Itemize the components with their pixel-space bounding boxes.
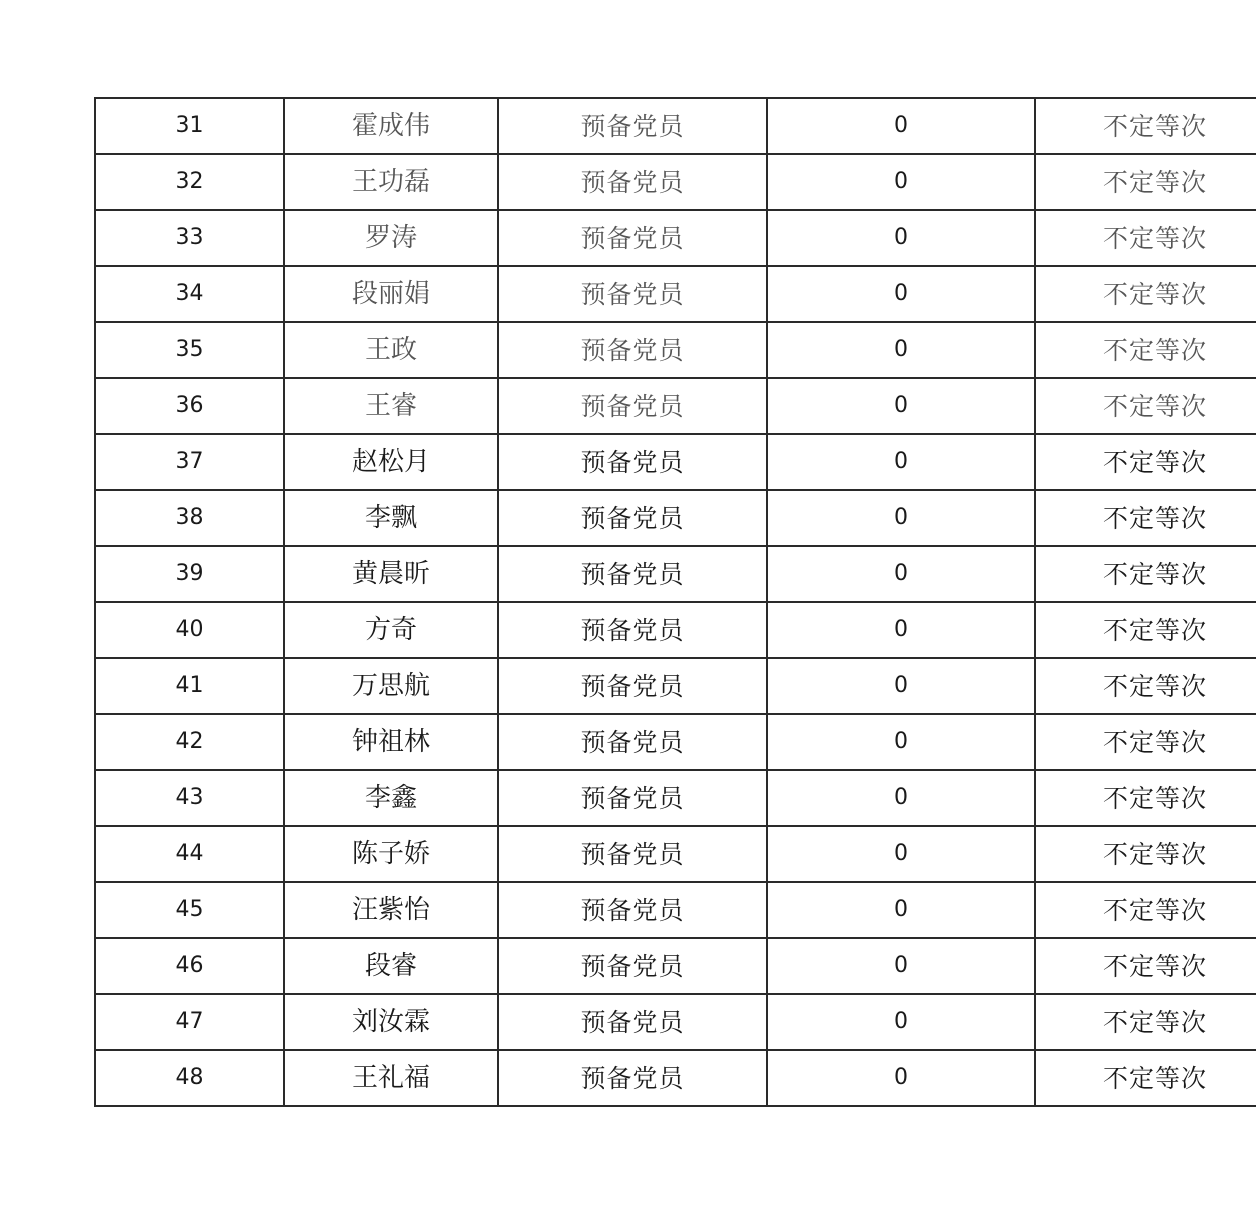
member-name: 万思航 <box>284 658 498 714</box>
row-number: 37 <box>95 434 284 490</box>
member-score: 0 <box>767 826 1035 882</box>
member-level: 不定等次 <box>1035 994 1256 1050</box>
table-row <box>95 434 1256 490</box>
member-name: 钟祖林 <box>284 714 498 770</box>
member-level: 不定等次 <box>1035 98 1256 154</box>
row-number: 46 <box>95 938 284 994</box>
member-score: 0 <box>767 1050 1035 1106</box>
member-table <box>94 97 1256 1107</box>
row-number: 39 <box>95 546 284 602</box>
member-score: 0 <box>767 266 1035 322</box>
table-row <box>95 378 1256 434</box>
member-score: 0 <box>767 322 1035 378</box>
table-row <box>95 266 1256 322</box>
member-level: 不定等次 <box>1035 826 1256 882</box>
member-status: 预备党员 <box>498 826 767 882</box>
table-row <box>95 1050 1256 1106</box>
member-name: 赵松月 <box>284 434 498 490</box>
row-number: 45 <box>95 882 284 938</box>
row-number: 40 <box>95 602 284 658</box>
member-status: 预备党员 <box>498 378 767 434</box>
row-number: 33 <box>95 210 284 266</box>
member-level: 不定等次 <box>1035 154 1256 210</box>
row-number: 43 <box>95 770 284 826</box>
table-row <box>95 938 1256 994</box>
member-score: 0 <box>767 154 1035 210</box>
member-name: 霍成伟 <box>284 98 498 154</box>
member-level: 不定等次 <box>1035 1050 1256 1106</box>
member-score: 0 <box>767 938 1035 994</box>
member-name: 王礼福 <box>284 1050 498 1106</box>
member-score: 0 <box>767 882 1035 938</box>
member-score: 0 <box>767 434 1035 490</box>
row-number: 44 <box>95 826 284 882</box>
member-table-body <box>95 98 1256 1106</box>
table-row <box>95 826 1256 882</box>
member-name: 方奇 <box>284 602 498 658</box>
table-row <box>95 882 1256 938</box>
row-number: 38 <box>95 490 284 546</box>
member-name: 罗涛 <box>284 210 498 266</box>
member-status: 预备党员 <box>498 98 767 154</box>
member-score: 0 <box>767 546 1035 602</box>
row-number: 31 <box>95 98 284 154</box>
member-status: 预备党员 <box>498 434 767 490</box>
member-level: 不定等次 <box>1035 434 1256 490</box>
member-score: 0 <box>767 770 1035 826</box>
member-level: 不定等次 <box>1035 882 1256 938</box>
row-number: 42 <box>95 714 284 770</box>
member-score: 0 <box>767 714 1035 770</box>
table-row <box>95 994 1256 1050</box>
row-number: 48 <box>95 1050 284 1106</box>
member-name: 黄晨昕 <box>284 546 498 602</box>
member-score: 0 <box>767 210 1035 266</box>
table-row <box>95 770 1256 826</box>
member-level: 不定等次 <box>1035 490 1256 546</box>
member-level: 不定等次 <box>1035 546 1256 602</box>
member-score: 0 <box>767 994 1035 1050</box>
member-name: 王政 <box>284 322 498 378</box>
member-level: 不定等次 <box>1035 658 1256 714</box>
member-status: 预备党员 <box>498 994 767 1050</box>
row-number: 41 <box>95 658 284 714</box>
row-number: 47 <box>95 994 284 1050</box>
table-row <box>95 490 1256 546</box>
member-level: 不定等次 <box>1035 938 1256 994</box>
row-number: 32 <box>95 154 284 210</box>
member-name: 段睿 <box>284 938 498 994</box>
member-status: 预备党员 <box>498 154 767 210</box>
member-score: 0 <box>767 602 1035 658</box>
member-name: 汪紫怡 <box>284 882 498 938</box>
member-level: 不定等次 <box>1035 266 1256 322</box>
member-status: 预备党员 <box>498 266 767 322</box>
row-number: 36 <box>95 378 284 434</box>
member-score: 0 <box>767 658 1035 714</box>
member-status: 预备党员 <box>498 882 767 938</box>
member-level: 不定等次 <box>1035 322 1256 378</box>
member-score: 0 <box>767 98 1035 154</box>
member-level: 不定等次 <box>1035 770 1256 826</box>
member-status: 预备党员 <box>498 770 767 826</box>
member-status: 预备党员 <box>498 546 767 602</box>
row-number: 35 <box>95 322 284 378</box>
member-name: 王睿 <box>284 378 498 434</box>
member-status: 预备党员 <box>498 1050 767 1106</box>
member-status: 预备党员 <box>498 602 767 658</box>
table-row <box>95 546 1256 602</box>
member-status: 预备党员 <box>498 938 767 994</box>
table-row <box>95 322 1256 378</box>
member-score: 0 <box>767 378 1035 434</box>
table-row <box>95 658 1256 714</box>
member-level: 不定等次 <box>1035 378 1256 434</box>
member-name: 王功磊 <box>284 154 498 210</box>
table-row <box>95 98 1256 154</box>
member-score: 0 <box>767 490 1035 546</box>
table-row <box>95 210 1256 266</box>
table-row <box>95 602 1256 658</box>
member-name: 陈子娇 <box>284 826 498 882</box>
member-status: 预备党员 <box>498 322 767 378</box>
member-status: 预备党员 <box>498 658 767 714</box>
row-number: 34 <box>95 266 284 322</box>
member-level: 不定等次 <box>1035 210 1256 266</box>
member-name: 段丽娟 <box>284 266 498 322</box>
member-status: 预备党员 <box>498 210 767 266</box>
member-name: 李飘 <box>284 490 498 546</box>
member-name: 李鑫 <box>284 770 498 826</box>
table-row <box>95 714 1256 770</box>
member-status: 预备党员 <box>498 714 767 770</box>
table-row <box>95 154 1256 210</box>
member-level: 不定等次 <box>1035 602 1256 658</box>
member-name: 刘汝霖 <box>284 994 498 1050</box>
member-level: 不定等次 <box>1035 714 1256 770</box>
member-status: 预备党员 <box>498 490 767 546</box>
